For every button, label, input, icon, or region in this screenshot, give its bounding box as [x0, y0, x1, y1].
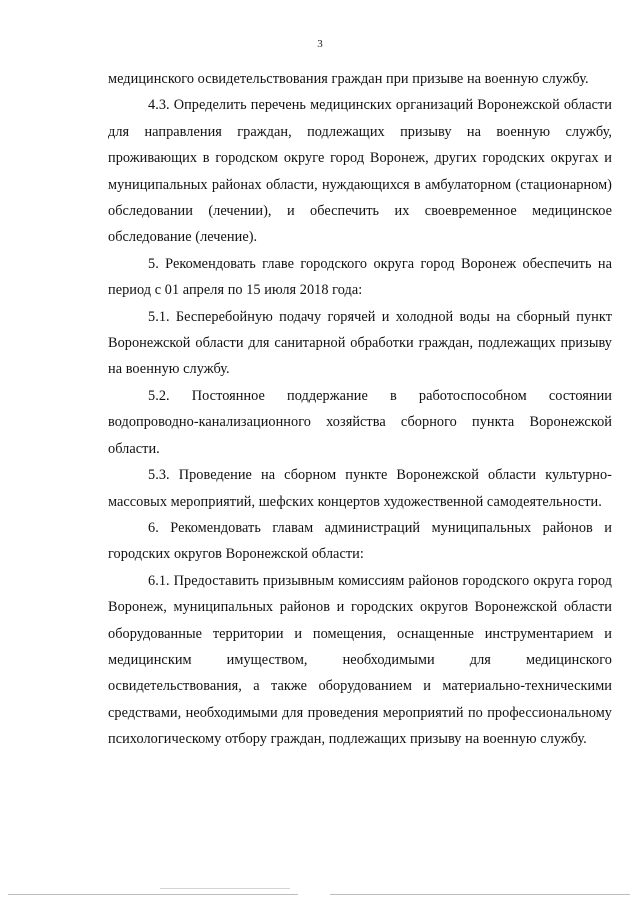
bottom-rule-mark [160, 888, 290, 889]
paragraph-5: 5. Рекомендовать главе городского округа город Воронеж обеспечить на период с 01 апреля по 15 июля 2018 года: [108, 255, 612, 299]
paragraph-5-1: 5.1. Бесперебойную подачу горячей и холодной воды на сборный пункт Воронежской области для санитарной обработки граждан, подлежащих призыву на военную службу. [108, 308, 612, 378]
bottom-rule-left [8, 894, 298, 895]
paragraph-6-1: 6.1. Предоставить призывным комиссиям районов городского округа город Воронеж, муниципальных районов и городских округов Воронежской области оборудованные территории и помещения, оснащенные инструментарием и медицинским имуществом, необходимыми для медицинского освидетельствования, а также оборудованием и материально-техническими средствами, необходимыми для проведения мероприятий по профессиональному психологическому отбору граждан, подлежащих призыву на военную службу. [108, 572, 612, 748]
bottom-rule-right [330, 894, 630, 895]
paragraph-6: 6. Рекомендовать главам администраций муниципальных районов и городских округов Воронежской области: [108, 519, 612, 563]
paragraph-continuation: медицинского освидетельствования граждан при призыве на военную службу. [108, 71, 589, 87]
document-body [108, 66, 612, 753]
page-number: 3 [317, 38, 323, 50]
paragraph-4-3: 4.3. Определить перечень медицинских организаций Воронежской области для направления граждан, подлежащих призыву на военную службу, проживающих в городском округе город Воронеж, других городских округах и муниципальных районах области, нуждающихся в амбулаторном (стационарном) обследовании (лечении), и обеспечить их своевременное медицинское обследование (лечение). [108, 97, 612, 246]
paragraph-5-3: 5.3. Проведение на сборном пункте Воронежской области культурно-массовых мероприятий, шефских концертов художественной самодеятельности. [108, 467, 612, 510]
paragraph-5-2: 5.2. Постоянное поддержание в работоспособном состоянии водопроводно-канализационного хозяйства сборного пункта Воронежской области. [108, 387, 612, 457]
